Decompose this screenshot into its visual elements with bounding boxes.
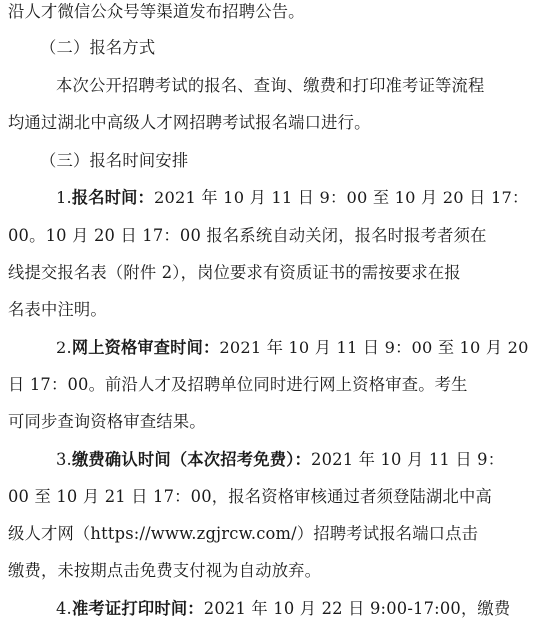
text-segment: 级人才网（https://www.zgjrcw.com/）招聘考试报名端口点击 [8,524,479,543]
item-number: 4. [56,599,72,618]
text-segment: 本次公开招聘考试的报名、查询、缴费和打印准考证等流程 [56,76,485,95]
paragraph-line [8,412,206,432]
paragraph-continuation-line [8,2,305,22]
paragraph-line [8,524,478,544]
text-segment: 2021 年 10 月 11 日 9：00 至 10 月 20 日 17： [153,188,529,207]
item-number: 1. [56,188,72,207]
heading-text: （三）报名时间安排 [40,151,189,170]
section-heading-registration-method [40,38,155,58]
list-item-1-line [56,188,528,208]
text-segment: 名表中注明。 [8,300,107,319]
item-label-bold: 准考证打印时间： [71,599,204,618]
heading-text: （二）报名方式 [40,38,156,57]
item-number: 2. [56,338,72,357]
text-segment: 2021 年 10 月 22 日 9:00-17:00，缴费 [203,599,511,618]
paragraph-line [8,300,107,320]
paragraph-line [56,76,485,96]
list-item-4-line [56,599,510,619]
text-segment: 2021 年 10 月 11 日 9：00 至 10 月 20 [219,338,529,357]
item-label-bold: 网上资格审查时间： [71,338,220,357]
text-segment: 可同步查询资格审查结果。 [8,412,206,431]
paragraph-line [8,263,461,283]
item-label-bold: 报名时间： [71,188,154,207]
text-segment: 缴费，未按期点击免费支付视为自动放弃。 [8,561,322,580]
text-segment: 日 17：00。前沿人才及招聘单位同时进行网上资格审查。考生 [8,375,468,394]
text-segment: 00。10 月 20 日 17：00 报名系统自动关闭，报名时报考者须在 [8,226,487,245]
text-segment: 沿人才微信公众号等渠道发布招聘公告。 [8,2,305,21]
paragraph-line [8,226,487,246]
text-segment: 线提交报名表（附件 2），岗位要求有资质证书的需按要求在报 [8,263,461,282]
text-segment: 2021 年 10 月 11 日 9： [311,450,505,469]
section-heading-registration-schedule [40,151,188,171]
paragraph-line [8,113,371,133]
paragraph-line [8,561,321,581]
item-number: 3. [56,450,72,469]
text-segment: 00 至 10 月 21 日 17：00，报名资格审核通过者须登陆湖北中高 [8,487,492,506]
paragraph-line [8,375,468,395]
text-segment: 均通过湖北中高级人才网招聘考试报名端口进行。 [8,113,371,132]
item-label-bold: 缴费确认时间（本次招考免费）： [71,450,312,469]
list-item-2-line [56,338,529,358]
paragraph-line [8,487,492,507]
list-item-3-line [56,450,504,470]
